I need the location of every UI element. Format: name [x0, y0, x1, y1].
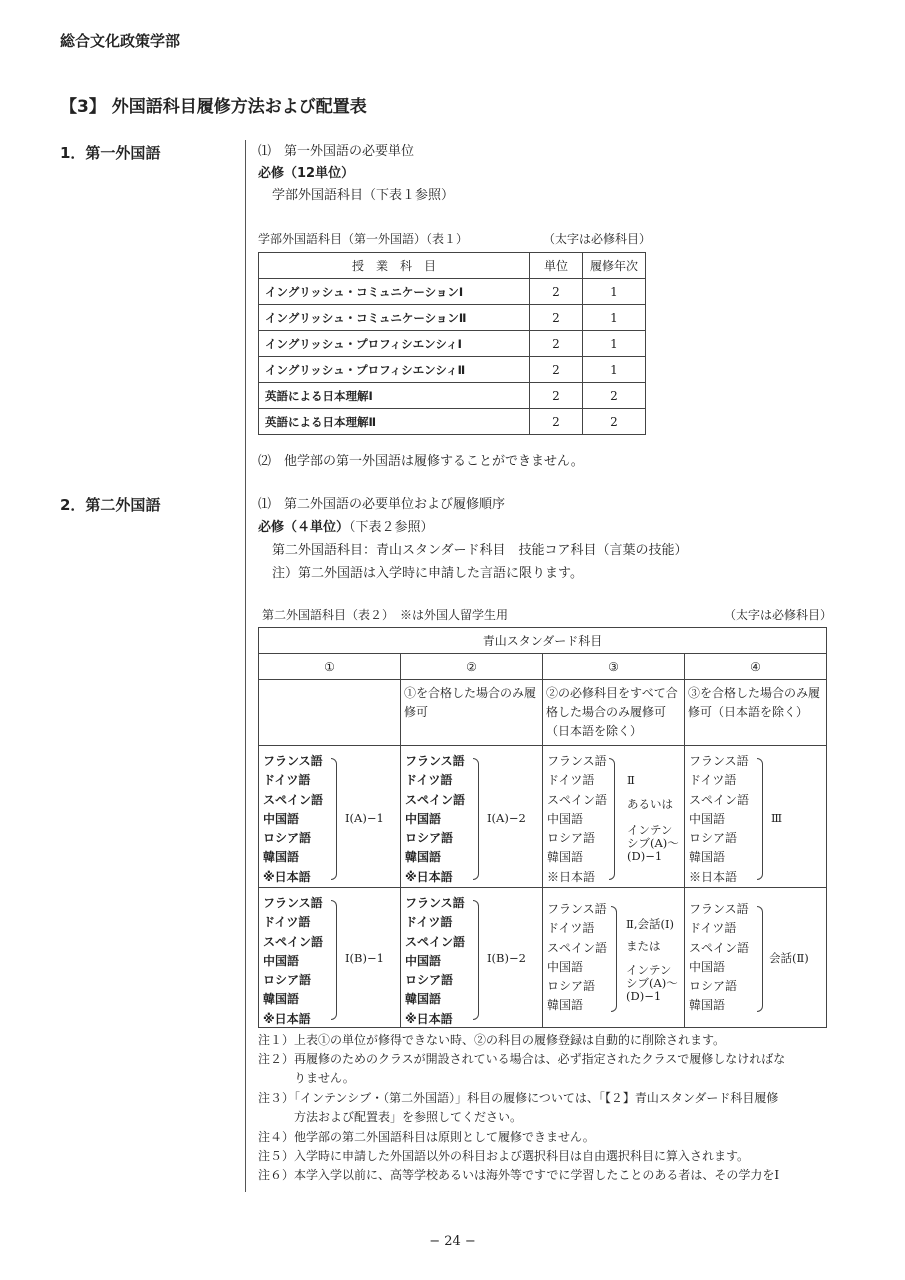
intensive-line-1: インテン [626, 963, 672, 977]
language-name: ドイツ語 [689, 773, 737, 788]
language-name: 中国語 [405, 953, 442, 968]
language-name: 中国語 [263, 953, 300, 968]
course-code-intensive [627, 824, 679, 863]
course-code: 会話(Ⅱ) [769, 951, 809, 965]
language-name: フランス語 [405, 754, 465, 768]
language-name: フランス語 [263, 896, 323, 910]
language-name: ※日本語 [405, 1011, 453, 1026]
table-row [259, 409, 646, 435]
table2-note: （太字は必修科目） [724, 608, 833, 622]
t2-desc-4: ③を合格した場合のみ履修可（日本語を除く） [685, 680, 827, 746]
language-name: ※日本語 [263, 869, 311, 884]
language-list [405, 894, 465, 1029]
language-name: ロシア語 [547, 979, 596, 994]
t2-col-4: ④ [685, 654, 827, 680]
t2-col-3: ③ [543, 654, 685, 680]
t2-row-a-col-1 [259, 746, 401, 888]
language-name: ロシア語 [689, 831, 738, 846]
course-code: Ⅲ [771, 811, 783, 825]
section-1-title: 1．第一外国語 [60, 144, 161, 162]
brace [331, 758, 337, 880]
t2-col-2: ② [401, 654, 543, 680]
t1-units: 2 [530, 331, 583, 357]
t2-group-header: 青山スタンダード科目 [259, 628, 827, 654]
t2-row-a-col-2 [401, 746, 543, 888]
table-row [259, 331, 646, 357]
course-code-intensive [626, 964, 678, 1003]
language-name: 韓国語 [689, 998, 726, 1013]
language-name: スペイン語 [263, 934, 324, 949]
language-name: 中国語 [689, 959, 726, 974]
language-name: フランス語 [689, 754, 749, 768]
intensive-line-1: インテン [627, 823, 673, 837]
note-3: 注３）「インテンシブ・（第二外国語）」科目の履修については、「【２】青山スタンダード科目履修 [258, 1091, 779, 1105]
sec2-required-rest: （下表２参照） [349, 520, 434, 535]
table-1 [258, 252, 646, 435]
t2-row-b-col-2 [401, 888, 543, 1028]
t1-subject: イングリッシュ・コミュニケーションⅡ [259, 305, 530, 331]
language-list [547, 900, 607, 1016]
language-list [689, 752, 749, 887]
table-row [259, 383, 646, 409]
t2-row-b-col-3 [543, 888, 685, 1028]
note-3-cont: 方法および配置表」を参照してください。 [258, 1110, 523, 1124]
table-row [259, 279, 646, 305]
language-name: ドイツ語 [263, 915, 311, 930]
language-list [263, 894, 323, 1029]
sec2-note-line: 注）第二外国語は入学時に申請した言語に限ります。 [272, 566, 583, 581]
sec2-subject-line: 第二外国語科目：青山スタンダード科目 技能コア科目（言葉の技能） [272, 543, 688, 558]
note-1: 注１）上表①の単位が修得できない時、②の科目の履修登録は自動的に削除されます。 [258, 1033, 726, 1047]
language-name: 中国語 [547, 959, 584, 974]
language-name: ※日本語 [263, 1011, 311, 1026]
language-name: 韓国語 [263, 992, 300, 1007]
sec2-required [258, 516, 434, 535]
t1-units: 2 [530, 383, 583, 409]
language-name: ドイツ語 [689, 921, 737, 936]
t1-subject: イングリッシュ・コミュニケーションⅠ [259, 279, 530, 305]
t1-year: 1 [583, 305, 646, 331]
language-name: ※日本語 [547, 869, 596, 884]
t1-header-year: 履修年次 [583, 253, 646, 279]
intensive-line-2: シブ(A)〜 [626, 976, 678, 990]
note-4: 注４）他学部の第二外国語科目は原則として履修できません。 [258, 1130, 595, 1144]
language-name: 韓国語 [405, 850, 442, 865]
t2-row-b-col-1 [259, 888, 401, 1028]
language-name: スペイン語 [689, 940, 750, 955]
brace [609, 758, 615, 880]
language-name: ドイツ語 [547, 921, 595, 936]
course-code: Ⅱ [627, 773, 635, 787]
language-name: 中国語 [405, 811, 442, 826]
language-name: ドイツ語 [263, 773, 311, 788]
course-code: Ⅰ(B)−1 [345, 951, 384, 965]
t1-subject: 英語による日本理解Ⅱ [259, 409, 530, 435]
language-list [263, 752, 323, 887]
brace [473, 900, 479, 1020]
language-name: スペイン語 [547, 940, 608, 955]
note-5: 注５）入学時に申請した外国語以外の科目および選択科目は自由選択科目に算入されます。 [258, 1149, 750, 1163]
language-name: スペイン語 [405, 792, 466, 807]
t1-units: 2 [530, 409, 583, 435]
intensive-line-2: シブ(A)〜 [627, 836, 679, 850]
language-name: 中国語 [263, 811, 300, 826]
section-2-title: 2．第二外国語 [60, 496, 161, 514]
t1-header-subject: 授 業 科 目 [259, 253, 530, 279]
t1-year: 1 [583, 279, 646, 305]
course-code: Ⅰ(B)−2 [487, 951, 526, 965]
language-name: フランス語 [547, 902, 607, 916]
table-2 [258, 627, 827, 1028]
language-name: 韓国語 [263, 850, 300, 865]
language-name: 韓国語 [405, 992, 442, 1007]
table-row [259, 305, 646, 331]
language-name: ロシア語 [547, 831, 596, 846]
t2-desc-1 [259, 680, 401, 746]
table1-note: （太字は必修科目） [543, 232, 652, 246]
sec2-item1: ⑴ 第二外国語の必要単位および履修順序 [258, 497, 506, 512]
note-6: 注６）本学入学以前に、高等学校あるいは海外等ですでに学習したことのある者は、その学力をⅠ [258, 1168, 780, 1182]
faculty-name: 総合文化政策学部 [60, 32, 181, 50]
language-name: ドイツ語 [547, 773, 595, 788]
language-name: スペイン語 [263, 792, 324, 807]
language-name: スペイン語 [405, 934, 466, 949]
t2-desc-3: ②の必修科目をすべて合格した場合のみ履修可（日本語を除く） [543, 680, 685, 746]
sec1-item2: ⑵ 他学部の第一外国語は履修することができません。 [258, 454, 584, 469]
language-name: ロシア語 [405, 831, 454, 846]
language-name: フランス語 [689, 902, 749, 916]
language-list [405, 752, 465, 887]
intensive-line-3: (D)−1 [627, 849, 663, 863]
t1-subject: イングリッシュ・プロフィシエンシィⅡ [259, 357, 530, 383]
sec1-item1: ⑴ 第一外国語の必要単位 [258, 144, 415, 159]
table-row [259, 357, 646, 383]
t1-header-units: 単位 [530, 253, 583, 279]
sec1-required: 必修（12単位） [258, 166, 355, 181]
language-name: 中国語 [689, 811, 726, 826]
course-code: Ⅰ(A)−2 [487, 811, 526, 825]
t1-year: 1 [583, 357, 646, 383]
t1-year: 2 [583, 409, 646, 435]
language-name: ドイツ語 [405, 915, 453, 930]
t2-row-a-col-3 [543, 746, 685, 888]
brace [331, 900, 337, 1020]
language-name: ロシア語 [263, 831, 312, 846]
course-code: Ⅰ(A)−1 [345, 811, 384, 825]
course-code-or: または [626, 939, 661, 953]
t2-row-a-col-4 [685, 746, 827, 888]
course-code-or: あるいは [627, 797, 673, 811]
t1-year: 1 [583, 331, 646, 357]
language-list [547, 752, 607, 887]
t2-row-b-col-4 [685, 888, 827, 1028]
brace [757, 758, 763, 880]
page-number: − 24 − [429, 1234, 476, 1249]
language-name: ドイツ語 [405, 773, 453, 788]
language-name: ※日本語 [689, 869, 738, 884]
intensive-line-3: (D)−1 [626, 989, 662, 1003]
language-list [689, 900, 749, 1016]
language-name: スペイン語 [689, 792, 750, 807]
t2-col-1: ① [259, 654, 401, 680]
sec1-subject-note: 学部外国語科目（下表１参照） [272, 188, 455, 203]
language-name: ※日本語 [405, 869, 453, 884]
language-name: フランス語 [263, 754, 323, 768]
language-name: 中国語 [547, 811, 584, 826]
language-name: 韓国語 [547, 850, 584, 865]
sec2-required-bold: 必修（４単位） [258, 520, 350, 535]
note-2: 注２）再履修のためのクラスが開設されている場合は、必ず指定されたクラスで履修しなければな [258, 1052, 786, 1066]
t1-subject: 英語による日本理解Ⅰ [259, 383, 530, 409]
t1-year: 2 [583, 383, 646, 409]
language-name: ロシア語 [405, 973, 454, 988]
brace [611, 906, 617, 1012]
note-2-cont: りません。 [258, 1071, 355, 1085]
language-name: 韓国語 [547, 998, 584, 1013]
course-code: Ⅱ,会話(Ⅰ) [626, 917, 674, 931]
t1-units: 2 [530, 357, 583, 383]
language-name: ロシア語 [263, 973, 312, 988]
brace [757, 906, 763, 1012]
language-name: フランス語 [547, 754, 607, 768]
brace [473, 758, 479, 880]
t1-units: 2 [530, 305, 583, 331]
table2-caption: 第二外国語科目（表２） ※は外国人留学生用 [262, 608, 509, 622]
language-name: 韓国語 [689, 850, 726, 865]
t1-subject: イングリッシュ・プロフィシエンシィⅠ [259, 331, 530, 357]
language-name: スペイン語 [547, 792, 608, 807]
t1-units: 2 [530, 279, 583, 305]
section-divider-line [245, 140, 246, 1192]
language-name: フランス語 [405, 896, 465, 910]
language-name: ロシア語 [689, 979, 738, 994]
page-heading: 【3】 外国語科目履修方法および配置表 [60, 97, 367, 117]
table1-caption: 学部外国語科目（第一外国語）（表１） [258, 232, 469, 246]
t2-desc-2: ①を合格した場合のみ履修可 [401, 680, 543, 746]
